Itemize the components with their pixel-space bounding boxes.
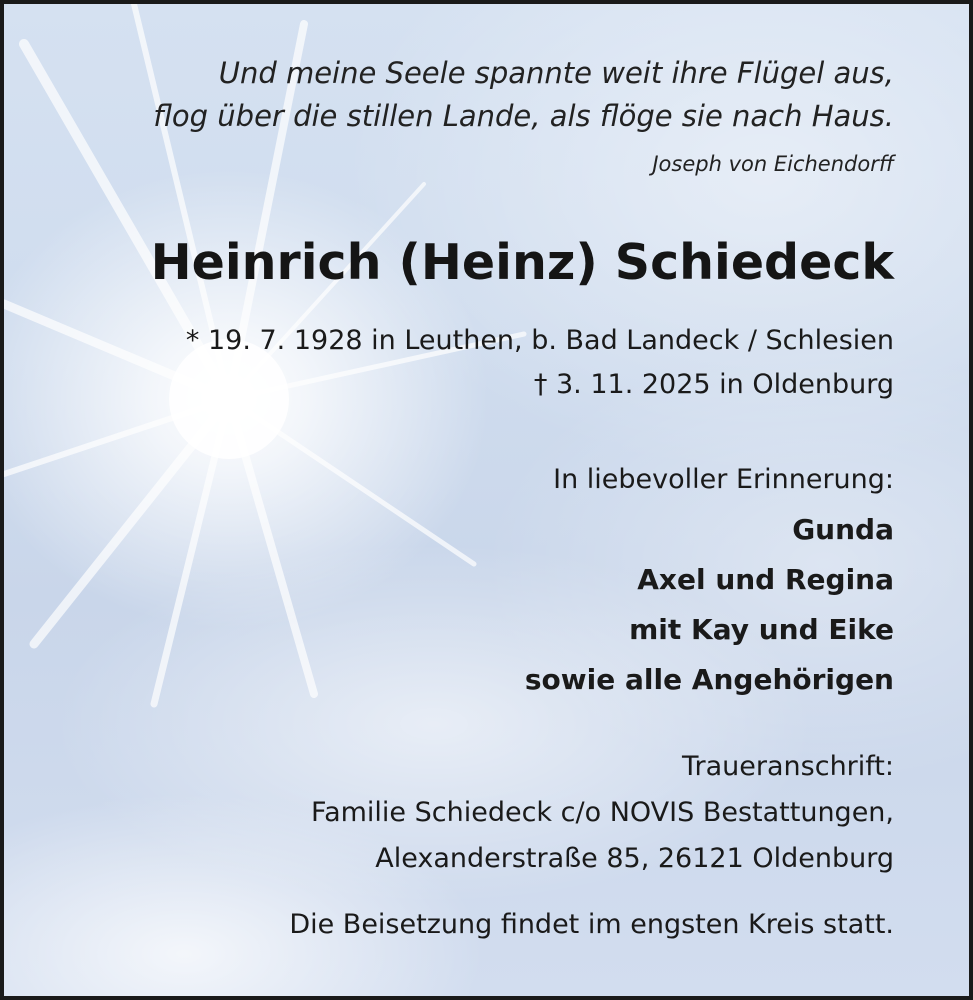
mourner-name: mit Kay und Eike <box>629 613 894 646</box>
mourners-block <box>525 455 894 705</box>
address-line: Alexanderstraße 85, 26121 Oldenburg <box>375 843 894 874</box>
mourners-intro: In liebevoller Erinnerung: <box>553 464 894 495</box>
mourner-name: Gunda <box>792 513 894 546</box>
burial-note: Die Beisetzung findet im engsten Kreis statt. <box>289 909 894 940</box>
quote-line: Und meine Seele spannte weit ihre Flügel aus, <box>218 56 894 90</box>
quote-line: flog über die stillen Lande, als flöge sie nach Haus. <box>153 99 894 133</box>
death-date: † 3. 11. 2025 in Oldenburg <box>533 369 894 400</box>
birth-date: * 19. 7. 1928 in Leuthen, b. Bad Landeck / Schlesien <box>185 325 894 356</box>
poem-quote <box>153 52 894 138</box>
mourner-name: Axel und Regina <box>637 563 894 596</box>
quote-author: Joseph von Eichendorff <box>652 152 894 176</box>
address-line: Familie Schiedeck c/o NOVIS Bestattungen, <box>311 797 894 828</box>
mourning-address <box>311 744 894 882</box>
deceased-name: Heinrich (Heinz) Schiedeck <box>150 234 894 291</box>
address-label: Traueranschrift: <box>682 751 894 782</box>
life-dates <box>186 319 894 407</box>
mourner-name: sowie alle Angehörigen <box>524 663 894 696</box>
